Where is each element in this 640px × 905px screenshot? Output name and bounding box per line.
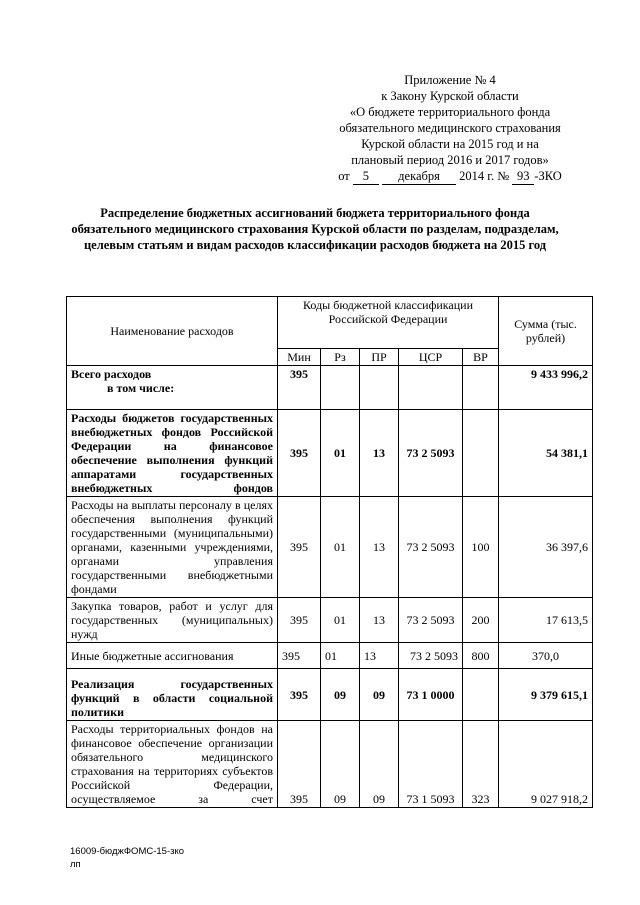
row-min: 395 [278,669,321,721]
row-vr: 200 [463,598,499,643]
row-sum: 9 379 615,1 [499,669,593,721]
header-line-4: обязательного медицинского страхования [339,121,561,135]
row-sum: 54 381,1 [499,410,593,497]
row-csr: 73 1 0000 [399,669,463,721]
row-min: 395 [278,497,321,598]
document-title: Распределение бюджетных ассигнований бюджета территориального фонда обязательного медицинского страхования Курской области по разделам, подразделам, целевым статьям и видам расходов классификации расходов бюджета на 2015 год [71,206,559,252]
header-rz: Рз [321,349,360,366]
row-name: Иные бюджетные ассигнования [67,643,278,669]
appendix-header [300,72,600,185]
row-name: Расходы территориальных фондов на финансовое обеспечение организации обязательного медицинского страхования на территориях субъектов Российской Федерации, осуществляемое за счет [67,721,278,808]
row-rz: 01 [321,410,360,497]
row-pr: 09 [360,721,399,808]
row-pr: 13 [360,497,399,598]
header-csr: ЦСР [399,349,463,366]
row-csr: 73 2 5093 [399,598,463,643]
header-name: Наименование расходов [67,297,278,366]
date-month: декабря [382,168,456,185]
header-date-line [300,168,600,185]
row-sum: 17 613,5 [499,598,593,643]
table-row [67,721,593,808]
row-csr: 73 2 5093 [399,497,463,598]
date-suffix: -ЗКО [534,169,562,183]
table-row [67,497,593,598]
table-row [67,366,593,410]
row-pr: 13 [360,643,399,669]
table-row [67,643,593,669]
table-header-row [67,297,593,349]
row-name: Закупка товаров, работ и услуг для государственных (муниципальных) нужд [67,598,278,643]
row-rz [321,366,360,410]
row-csr [399,366,463,410]
header-line-3: «О бюджете территориального фонда [349,105,551,119]
date-day: 5 [353,168,379,185]
row-rz: 09 [321,669,360,721]
row-rz: 01 [321,643,360,669]
row-vr [463,669,499,721]
row-sum: 9 027 918,2 [499,721,593,808]
table-row [67,598,593,643]
row-csr: 73 2 5093 [399,643,463,669]
row-pr [360,366,399,410]
row-vr: 323 [463,721,499,808]
document-footer [70,845,184,871]
row-name: Реализация государственных функций в области социальной политики [67,669,278,721]
row-vr: 100 [463,497,499,598]
header-vr: ВР [463,349,499,366]
row-rz: 01 [321,497,360,598]
date-number: 93 [512,168,534,185]
row-name: Расходы на выплаты персоналу в целях обеспечения выполнения функций государственными (муниципальными) органами, казенными учреждениями, органами управления государственными внебюджетными фондами [67,497,278,598]
row-vr: 800 [463,643,499,669]
row-rz: 01 [321,598,360,643]
row-name: Всего расходов в том числе: [67,366,278,410]
date-prefix: от [338,169,350,183]
date-year: 2014 г. № [459,169,510,183]
row-csr: 73 1 5093 [399,721,463,808]
header-line-6: плановый период 2016 и 2017 годов» [351,153,549,167]
row-name: Расходы бюджетов государственных внебюджетных фондов Российской Федерации на финансовое обеспечение выполнения функций аппаратами государственных внебюджетных фондов [67,410,278,497]
footer-initials: лп [70,859,81,870]
row-min: 395 [278,721,321,808]
header-sum: Сумма (тыс. рублей) [499,297,593,366]
table-row [67,410,593,497]
row-vr [463,366,499,410]
row-min: 395 [278,643,321,669]
row-vr [463,410,499,497]
row-pr: 09 [360,669,399,721]
row-rz: 09 [321,721,360,808]
row-sum: 36 397,6 [499,497,593,598]
row-csr: 73 2 5093 [399,410,463,497]
header-line-1: Приложение № 4 [404,73,496,87]
row-min: 395 [278,410,321,497]
footer-code: 16009-бюджФОМС-15-зко [70,846,185,857]
header-line-2: к Закону Курской области [381,89,519,103]
row-sum: 9 433 996,2 [499,366,593,410]
table-row [67,669,593,721]
header-min: Мин [278,349,321,366]
row-pr: 13 [360,598,399,643]
row-pr: 13 [360,410,399,497]
budget-table [66,296,593,808]
row-min: 395 [278,598,321,643]
header-line-5: Курской области на 2015 год и на [361,137,539,151]
row-sum: 370,0 [499,643,593,669]
header-codes: Коды бюджетной классификации Российской Федерации [278,297,499,349]
header-pr: ПР [360,349,399,366]
row-min: 395 [278,366,321,410]
